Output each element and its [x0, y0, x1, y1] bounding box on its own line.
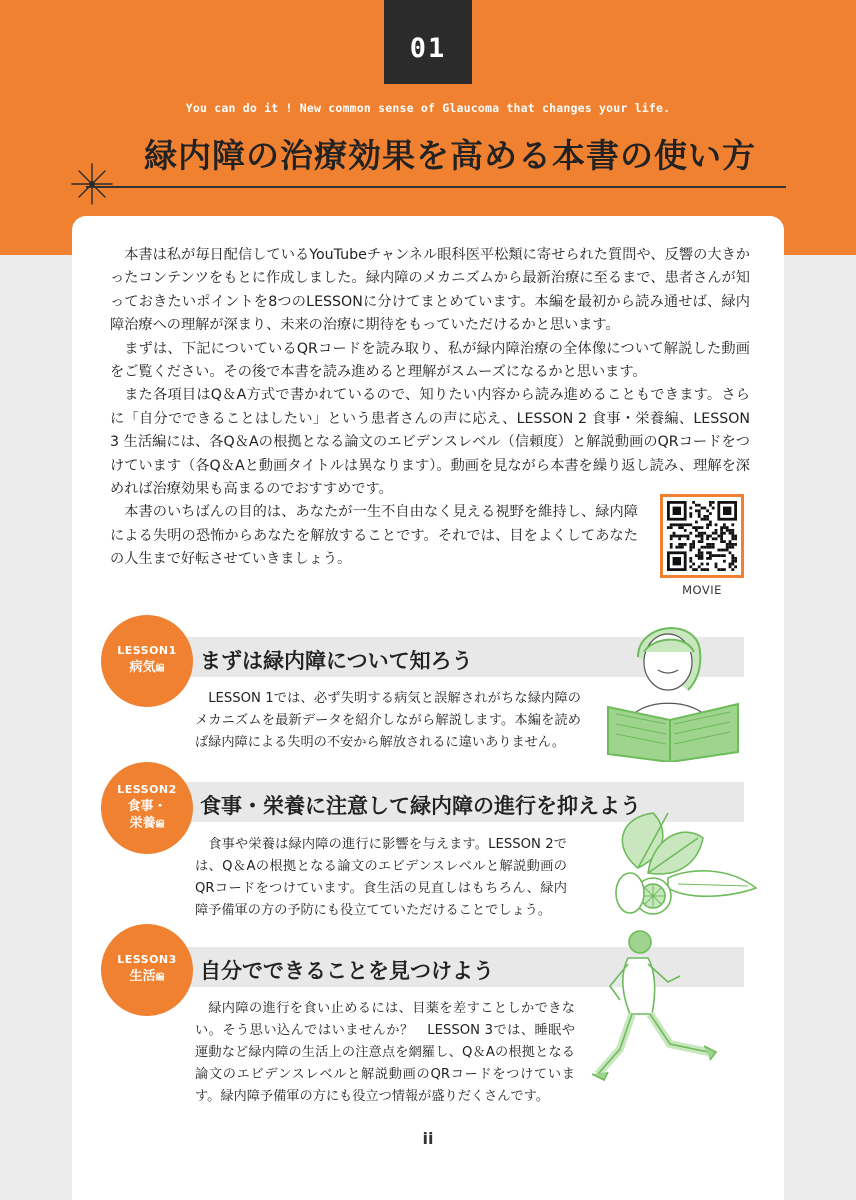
- lesson-category-line1: 食事・: [127, 798, 167, 814]
- intro-paragraph: また各項目はQ＆A方式で書かれているので、知りたい内容から読み進めることもできます。さらに「自分でできることはしたい」という患者さんの声に応え、LESSON 2 食事・栄養編、LESSON 3 生活編には、各Q＆Aの根拠となる論文のエビデンスレベル（信頼度）と解説動画のQRコードをつけています（各Q＆Aと動画タイトルは異なります）。動画を見ながら本書を繰り返し読み、理解を深めれば治療効果も高まるのでおすすめです。: [110, 387, 750, 498]
- qr-code[interactable]: [660, 494, 744, 578]
- lesson-category-suffix: 編: [155, 664, 165, 674]
- lesson-description: 緑内障の進行を食い止めるには、目薬を差すことしかできない。そう思い込んではいませんか？ LESSON 3では、睡眠や運動など緑内障の生活上の注意点を網羅し、Q＆Aの根拠となる論文のエビデンスレベルと解説動画のQRコードをつけています。緑内障予備軍の方にも役立つ情報が盛りだくさんです。: [195, 1001, 575, 1104]
- title-underline: [86, 186, 786, 188]
- intro-paragraph: 本書は私が毎日配信しているYouTubeチャンネル眼科医平松類に寄せられた質問や、反響の大きかったコンテンツをもとに作成しました。緑内障のメカニズムから最新治療に至るまで、患者さんが知っておきたいポイントを8つのLESSONに分けてまとめています。本編を最初から読み通せば、緑内障治療への理解が深まり、未来の治療に期待をもっていただけるかと思います。: [110, 247, 750, 334]
- intro-text: [110, 244, 750, 572]
- lesson-category-suffix: 編: [155, 973, 165, 983]
- lesson-number: LESSON2: [117, 782, 177, 796]
- lesson-badge-2: [101, 762, 193, 854]
- intro-paragraph: まずは、下記についているQRコードを読み取り、私が緑内障治療の全体像について解説した動画をご覧ください。その後で本書を読み進めると理解がスムーズになるかと思います。: [110, 340, 750, 381]
- lesson-heading: 自分でできることを見つけよう: [200, 959, 494, 983]
- lesson-badge-1: [101, 615, 193, 707]
- lesson-badge-3: [101, 924, 193, 1016]
- page-title: 緑内障の治療効果を高める本書の使い方: [144, 136, 756, 175]
- lesson-heading: 食事・栄養に注意して緑内障の進行を抑えよう: [200, 794, 641, 818]
- vegetables-illustration: [608, 808, 758, 918]
- lesson-category: 生活: [129, 969, 156, 984]
- running-person-illustration: [590, 924, 730, 1114]
- header-tagline: You can do it ! New common sense of Glaucoma that changes your life.: [185, 101, 671, 115]
- page-number: ii: [422, 1129, 434, 1148]
- lesson-category-suffix: 編: [155, 819, 165, 830]
- sparkle-icon: [70, 162, 114, 206]
- lesson-category: 栄養: [129, 815, 156, 831]
- lesson-category: 病気: [129, 660, 156, 675]
- lesson-description: LESSON 1では、必ず失明する病気と誤解されがちな緑内障のメカニズムを最新データを紹介しながら解説します。本編を読めば緑内障による失明の不安から解放されるに違いありません。: [195, 691, 581, 750]
- person-reading-illustration: [598, 612, 748, 762]
- chapter-number-badge: 01: [384, 0, 472, 84]
- lesson-heading: まずは緑内障について知ろう: [200, 649, 473, 673]
- qr-code-pattern: [667, 501, 737, 571]
- lesson-number: LESSON1: [117, 644, 177, 657]
- lesson-number: LESSON3: [117, 953, 177, 966]
- qr-label: MOVIE: [682, 583, 722, 597]
- intro-paragraph: 本書のいちばんの目的は、あなたが一生不自由なく見える視野を維持し、緑内障による失明の恐怖からあなたを解放することです。それでは、目をよくしてあなたの人生まで好転させていきましょう。: [110, 504, 638, 568]
- lesson-description: 食事や栄養は緑内障の進行に影響を与えます。LESSON 2では、Q＆Aの根拠となる論文のエビデンスレベルと解説動画のQRコードをつけています。食生活の見直しはもちろん、緑内障予備軍の方の予防にも役立てていただけることでしょう。: [195, 837, 567, 918]
